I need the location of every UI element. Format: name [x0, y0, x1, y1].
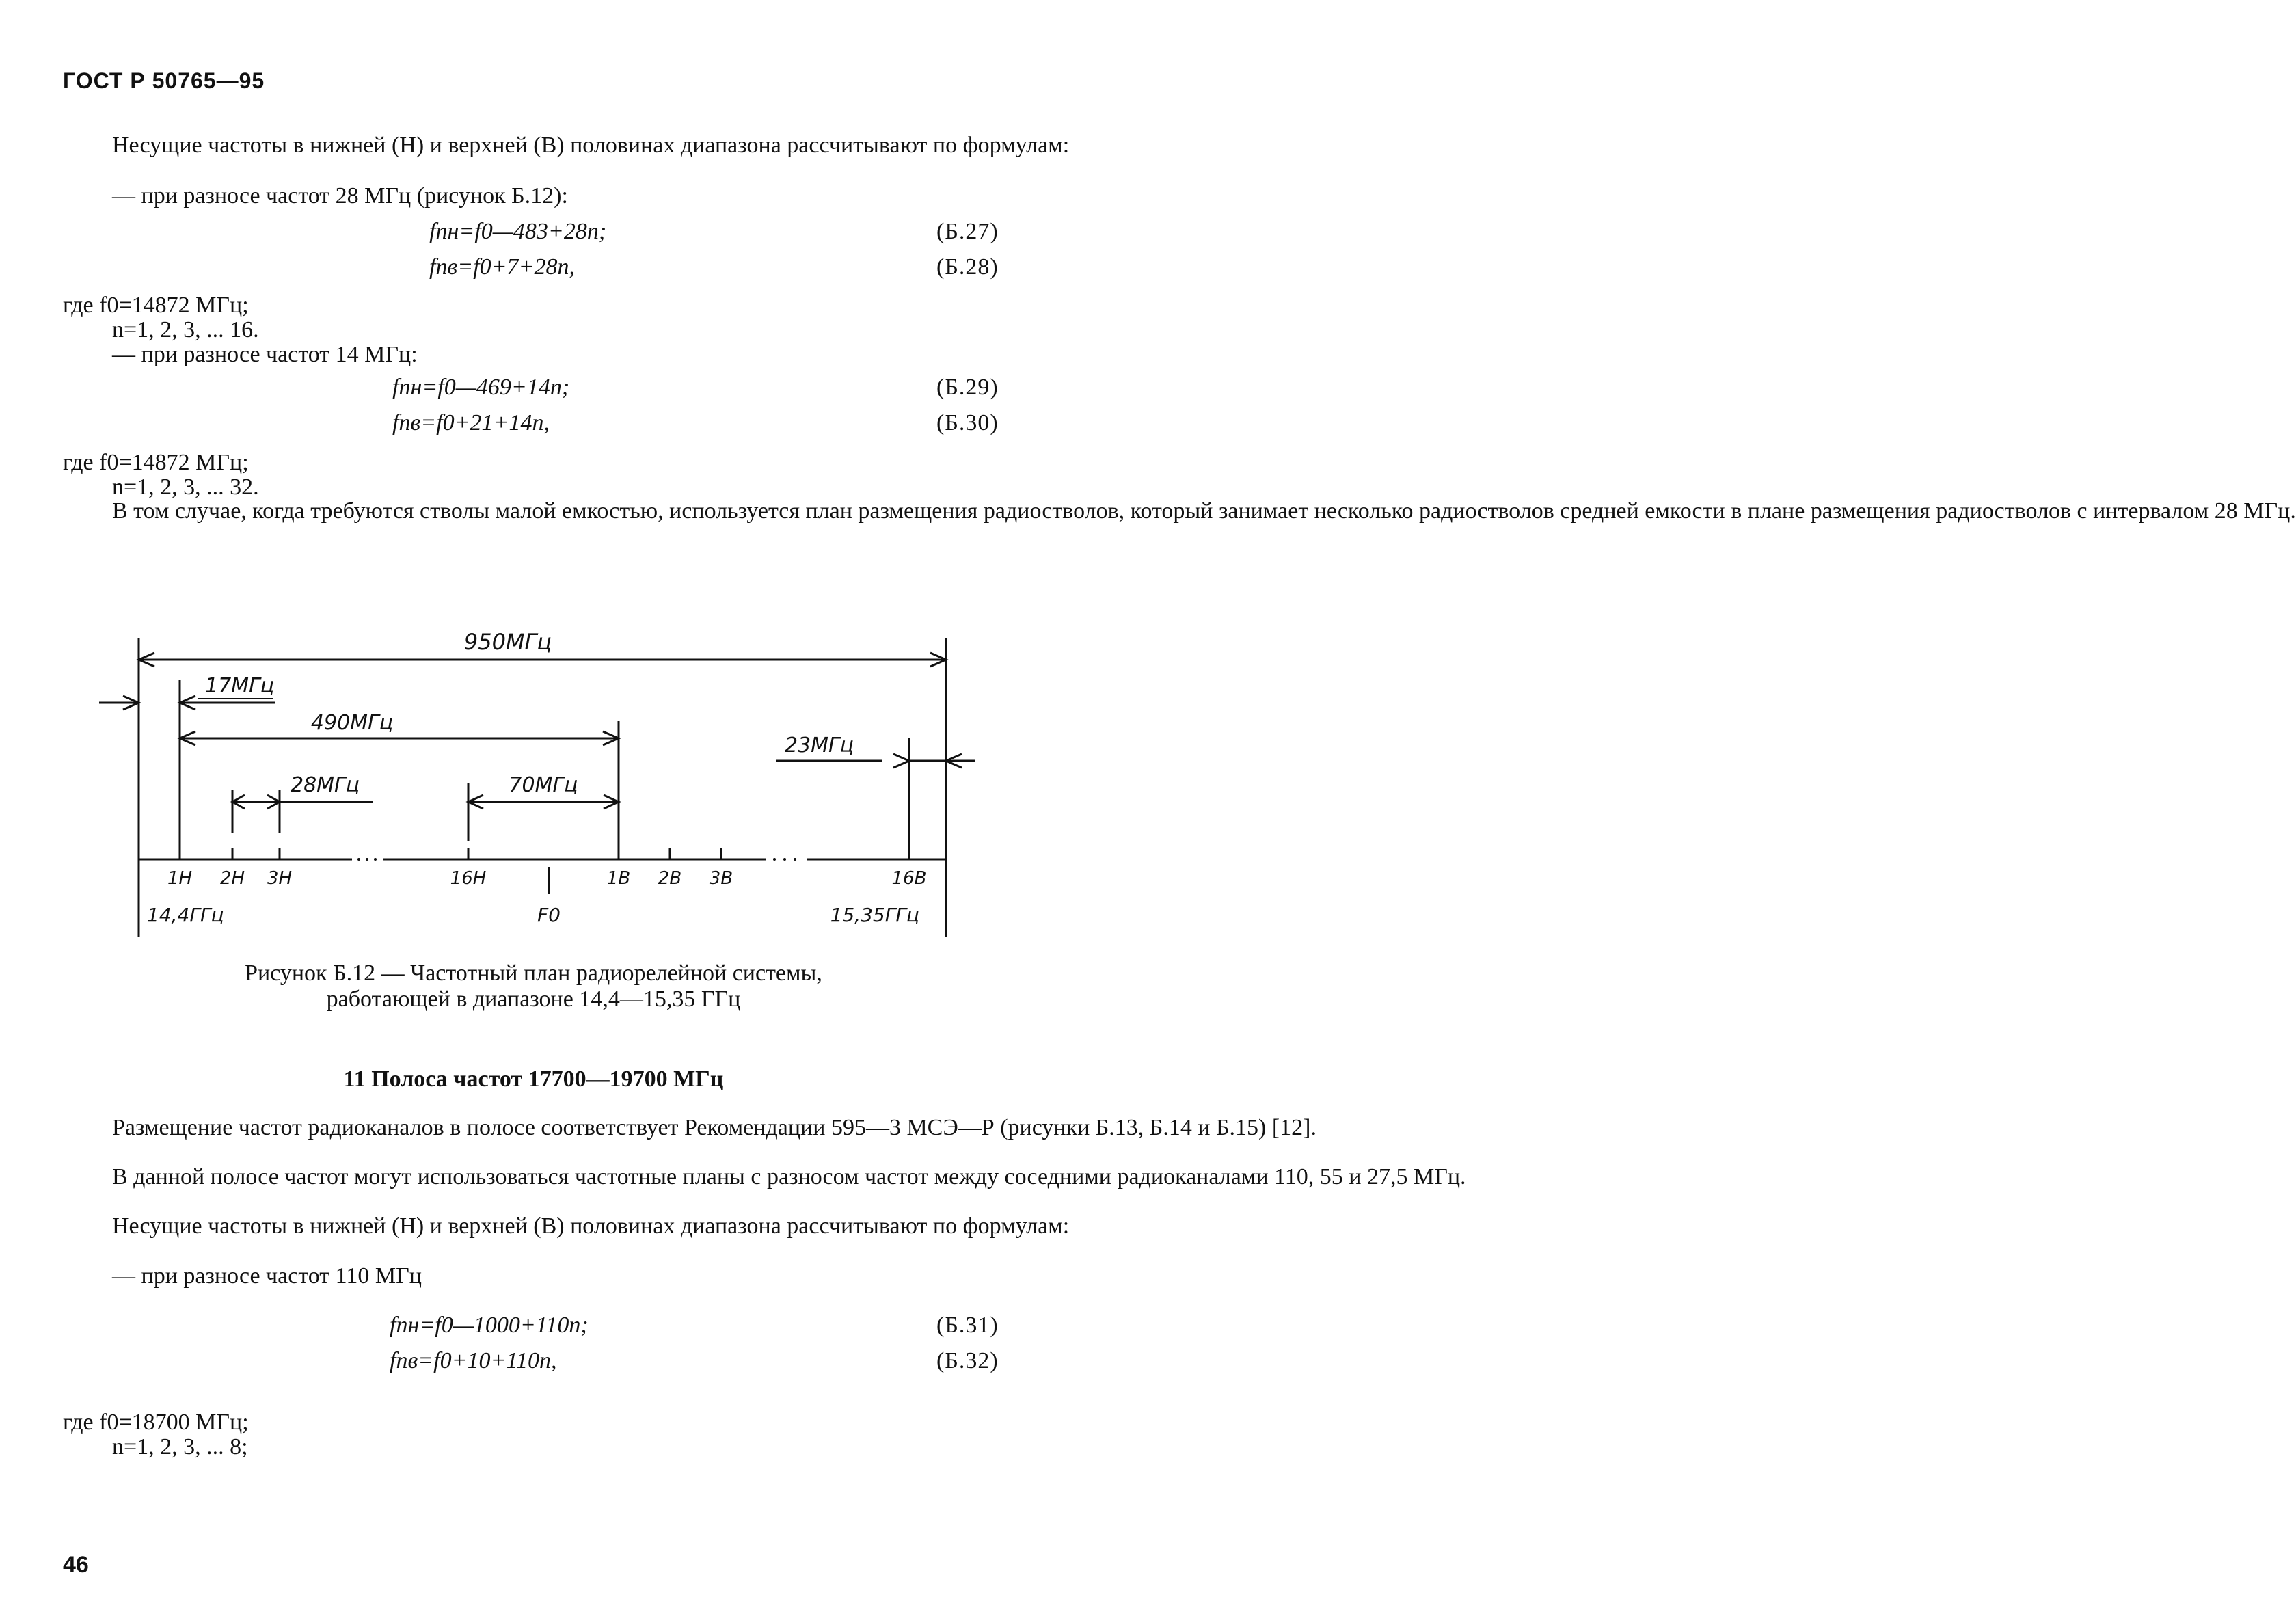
figure-caption-line2: работающей в диапазоне 14,4—15,35 ГГц	[326, 986, 741, 1012]
equation-number-b32: (Б.32)	[936, 1348, 999, 1373]
case-110-line: — при разносе частот 110 МГц	[112, 1263, 422, 1289]
equation-number-b31: (Б.31)	[936, 1313, 999, 1338]
tick-label-3h: 3Н	[267, 868, 293, 889]
frequency-plan-figure	[0, 615, 1067, 957]
equation-number-b28: (Б.28)	[936, 254, 999, 280]
section-11-paragraph-3: Несущие частоты в нижней (Н) и верхней (В) половинах диапазона рассчитывают по формулам:	[112, 1213, 1070, 1239]
where-f0-3: где f0=18700 МГц;	[63, 1410, 249, 1435]
freq-low-label: 14,4ГГц	[147, 904, 224, 926]
equation-number-b29: (Б.29)	[936, 375, 999, 400]
dim-17-label: 17МГц	[205, 674, 275, 698]
figure-caption-line1: Рисунок Б.12 — Частотный план радиорелейной системы,	[245, 960, 822, 986]
formula-b29: fпн=f0—469+14n;	[392, 375, 570, 400]
tick-label-1b: 1В	[606, 868, 631, 889]
page-number: 46	[63, 1552, 89, 1578]
equation-number-b30: (Б.30)	[936, 410, 999, 435]
where-f0-1: где f0=14872 МГц;	[63, 293, 249, 318]
section-11-title: 11 Полоса частот 17700—19700 МГц	[343, 1066, 724, 1092]
tick-label-2h: 2Н	[219, 868, 245, 889]
tick-label-2b: 2В	[658, 868, 682, 889]
formula-b31: fпн=f0—1000+110n;	[390, 1313, 589, 1338]
where-f0-2: где f0=14872 МГц;	[63, 450, 249, 475]
tick-label-3b: 3В	[709, 868, 733, 889]
tick-label-16b: 16В	[891, 868, 927, 889]
stem-paragraph: В том случае, когда требуются стволы малой емкостью, используется план размещения радиостволов, который занимает несколько радиостволов средней емкости в плане размещения радиостволов с интервалом 28 МГц.	[112, 498, 2296, 524]
equation-number-b27: (Б.27)	[936, 219, 999, 244]
dim-23-label: 23МГц	[785, 734, 854, 757]
case-14-line: — при разносе частот 14 МГц:	[112, 342, 418, 367]
dim-28-label: 28МГц	[291, 773, 360, 797]
formula-b30: fпв=f0+21+14n,	[392, 410, 550, 435]
freq-high-label: 15,35ГГц	[830, 904, 919, 926]
dim-490-label: 490МГц	[310, 711, 394, 735]
section-11-paragraph-2: В данной полосе частот могут использоваться частотные планы с разносом частот между соседними радиоканалами 110, 55 и 27,5 МГц.	[112, 1164, 1466, 1189]
n-range-2: n=1, 2, 3, ... 32.	[112, 474, 259, 500]
formula-b27: fпн=f0—483+28n;	[429, 219, 607, 244]
tick-label-1h: 1Н	[167, 868, 193, 889]
document-header: ГОСТ Р 50765—95	[63, 68, 265, 93]
section-11-paragraph-1: Размещение частот радиоканалов в полосе соответствует Рекомендации 595—3 МСЭ—Р (рисунки Б.13, Б.14 и Б.15) [12].	[112, 1115, 1317, 1140]
formula-b28: fпв=f0+7+28n,	[429, 254, 575, 280]
case-28-line: — при разносе частот 28 МГц (рисунок Б.12):	[112, 183, 568, 208]
dim-70-label: 70МГц	[509, 773, 578, 797]
tick-label-16h: 16Н	[450, 868, 487, 889]
intro-paragraph: Несущие частоты в нижней (Н) и верхней (В) половинах диапазона рассчитывают по формулам:	[112, 133, 1070, 158]
dim-950-label: 950МГц	[463, 629, 552, 655]
f0-label: F0	[537, 904, 561, 926]
formula-b32: fпв=f0+10+110n,	[390, 1348, 557, 1373]
n-range-3: n=1, 2, 3, ... 8;	[112, 1434, 248, 1459]
n-range-1: n=1, 2, 3, ... 16.	[112, 317, 259, 342]
